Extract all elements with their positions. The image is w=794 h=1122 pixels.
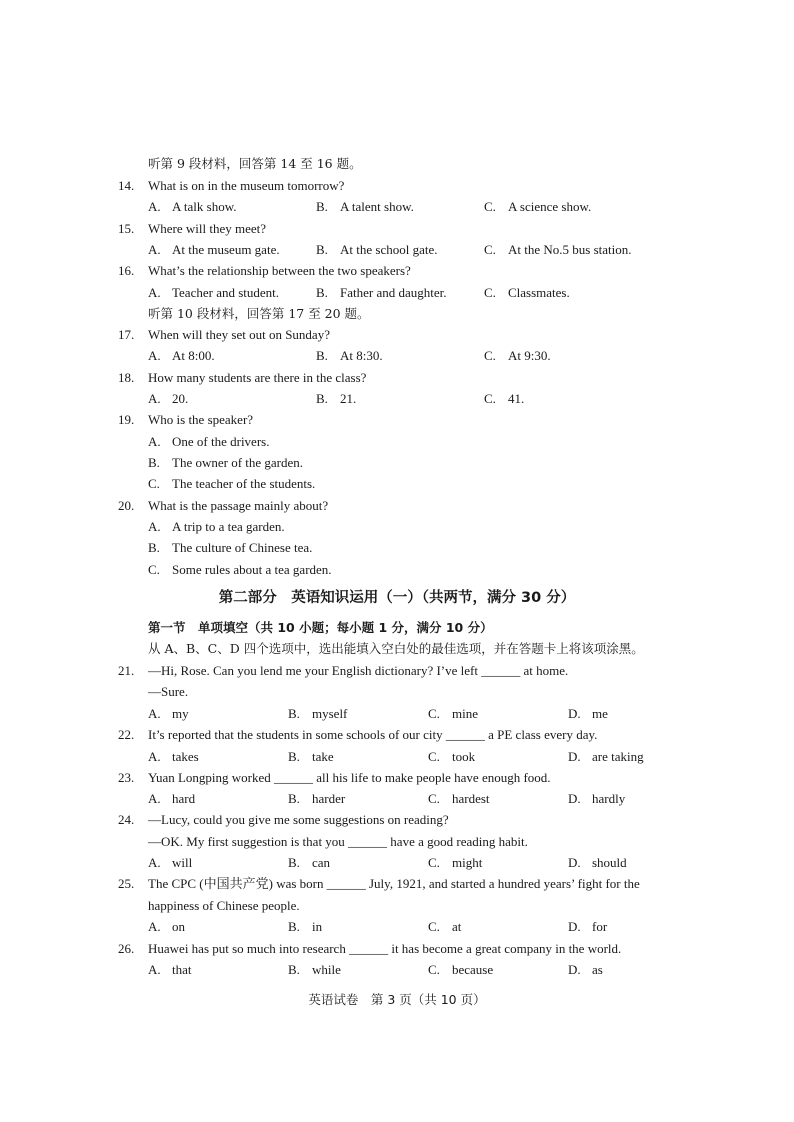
question-text: When will they set out on Sunday? bbox=[148, 327, 330, 342]
section1-title: 第一节 单项填空（共 10 小题；每小题 1 分，满分 10 分） bbox=[148, 620, 493, 635]
question-text: Who is the speaker? bbox=[148, 412, 254, 427]
question-text: What is the passage mainly about? bbox=[148, 498, 329, 513]
page-footer: 英语试卷 第 3 页（共 10 页） bbox=[308, 992, 486, 1007]
question-text: Huawei has put so much into research ______ it has become a great company in the world. bbox=[148, 941, 622, 956]
options-row bbox=[0, 706, 794, 722]
options-row bbox=[0, 962, 794, 978]
question-text: —Hi, Rose. Can you lend me your English dictionary? I’ve left ______ at home. bbox=[148, 663, 569, 678]
option-c: C. Classmates. bbox=[484, 285, 570, 300]
option-c: C. mine bbox=[428, 706, 478, 721]
options-row bbox=[0, 242, 794, 258]
question-text: —Lucy, could you give me some suggestions on reading? bbox=[148, 812, 449, 827]
option-c: C. At 9:30. bbox=[484, 348, 551, 363]
option-d: D. should bbox=[568, 855, 627, 870]
option-b: B. harder bbox=[288, 791, 346, 806]
question-text: What’s the relationship between the two speakers? bbox=[148, 263, 411, 278]
question-number: 22. bbox=[118, 727, 135, 742]
options-row bbox=[0, 919, 794, 935]
question-number: 25. bbox=[118, 876, 135, 891]
option-a: A. will bbox=[148, 855, 193, 870]
option-b: B. myself bbox=[288, 706, 348, 721]
option-d: D. hardly bbox=[568, 791, 626, 806]
question-number: 16. bbox=[118, 263, 135, 278]
option-a: A. hard bbox=[148, 791, 196, 806]
question-number: 21. bbox=[118, 663, 135, 678]
question-text: Yuan Longping worked ______ all his life to make people have enough food. bbox=[148, 770, 551, 785]
question-number: 15. bbox=[118, 221, 135, 236]
option-d: D. as bbox=[568, 962, 603, 977]
options-row bbox=[0, 285, 794, 301]
question-text: The CPC (中国共产党) was born ______ July, 1921, and started a hundred years’ fight for the bbox=[148, 876, 640, 891]
option-c: C. might bbox=[428, 855, 483, 870]
option-d: D. for bbox=[568, 919, 608, 934]
option-c: C. 41. bbox=[484, 391, 525, 406]
option-c: C. Some rules about a tea garden. bbox=[148, 562, 332, 577]
option-d: D. me bbox=[568, 706, 608, 721]
option-c: C. At the No.5 bus station. bbox=[484, 242, 632, 257]
question-text-line2: happiness of Chinese people. bbox=[148, 898, 300, 913]
option-a: A. At the museum gate. bbox=[148, 242, 280, 257]
question-number: 24. bbox=[118, 812, 135, 827]
listening-intro-9: 听第 9 段材料，回答第 14 至 16 题。 bbox=[148, 156, 362, 171]
option-a: A. on bbox=[148, 919, 185, 934]
question-text: How many students are there in the class? bbox=[148, 370, 367, 385]
question-text: Where will they meet? bbox=[148, 221, 267, 236]
option-c: C. because bbox=[428, 962, 494, 977]
option-d: D. are taking bbox=[568, 749, 644, 764]
option-a: A. that bbox=[148, 962, 192, 977]
option-c: C. hardest bbox=[428, 791, 490, 806]
option-b: B. The culture of Chinese tea. bbox=[148, 540, 313, 555]
question-text-line2: —Sure. bbox=[148, 684, 189, 699]
option-a: A. my bbox=[148, 706, 189, 721]
question-number: 23. bbox=[118, 770, 135, 785]
option-b: B. take bbox=[288, 749, 334, 764]
option-a: A. A trip to a tea garden. bbox=[148, 519, 285, 534]
part2-heading: 第二部分 英语知识运用（一）（共两节，满分 30 分） bbox=[218, 590, 576, 606]
listening-intro-10: 听第 10 段材料，回答第 17 至 20 题。 bbox=[148, 306, 370, 321]
option-a: A. A talk show. bbox=[148, 199, 237, 214]
question-number: 20. bbox=[118, 498, 135, 513]
section1-instruction: 从 A、B、C、D 四个选项中，选出能填入空白处的最佳选项，并在答题卡上将该项涂黑。 bbox=[148, 641, 644, 656]
option-b: B. The owner of the garden. bbox=[148, 455, 304, 470]
option-a: A. 20. bbox=[148, 391, 189, 406]
question-text: It’s reported that the students in some schools of our city ______ a PE class every day. bbox=[148, 727, 598, 742]
option-a: A. takes bbox=[148, 749, 199, 764]
option-b: B. Father and daughter. bbox=[316, 285, 447, 300]
option-c: C. A science show. bbox=[484, 199, 592, 214]
question-number: 14. bbox=[118, 178, 135, 193]
options-row bbox=[0, 348, 794, 364]
option-b: B. At the school gate. bbox=[316, 242, 438, 257]
option-b: B. 21. bbox=[316, 391, 357, 406]
question-number: 17. bbox=[118, 327, 135, 342]
option-c: C. took bbox=[428, 749, 476, 764]
option-a: A. At 8:00. bbox=[148, 348, 215, 363]
option-b: B. while bbox=[288, 962, 341, 977]
question-number: 19. bbox=[118, 412, 135, 427]
option-b: B. A talent show. bbox=[316, 199, 414, 214]
options-row bbox=[0, 791, 794, 807]
option-b: B. can bbox=[288, 855, 331, 870]
option-c: C. at bbox=[428, 919, 462, 934]
question-text-line2: —OK. My first suggestion is that you ______ have a good reading habit. bbox=[148, 834, 528, 849]
option-b: B. in bbox=[288, 919, 323, 934]
question-text: What is on in the museum tomorrow? bbox=[148, 178, 345, 193]
option-b: B. At 8:30. bbox=[316, 348, 383, 363]
question-number: 18. bbox=[118, 370, 135, 385]
option-c: C. The teacher of the students. bbox=[148, 476, 316, 491]
option-a: A. One of the drivers. bbox=[148, 434, 270, 449]
options-row bbox=[0, 855, 794, 871]
options-row bbox=[0, 749, 794, 765]
options-row bbox=[0, 391, 794, 407]
option-a: A. Teacher and student. bbox=[148, 285, 280, 300]
question-number: 26. bbox=[118, 941, 135, 956]
options-row bbox=[0, 199, 794, 215]
